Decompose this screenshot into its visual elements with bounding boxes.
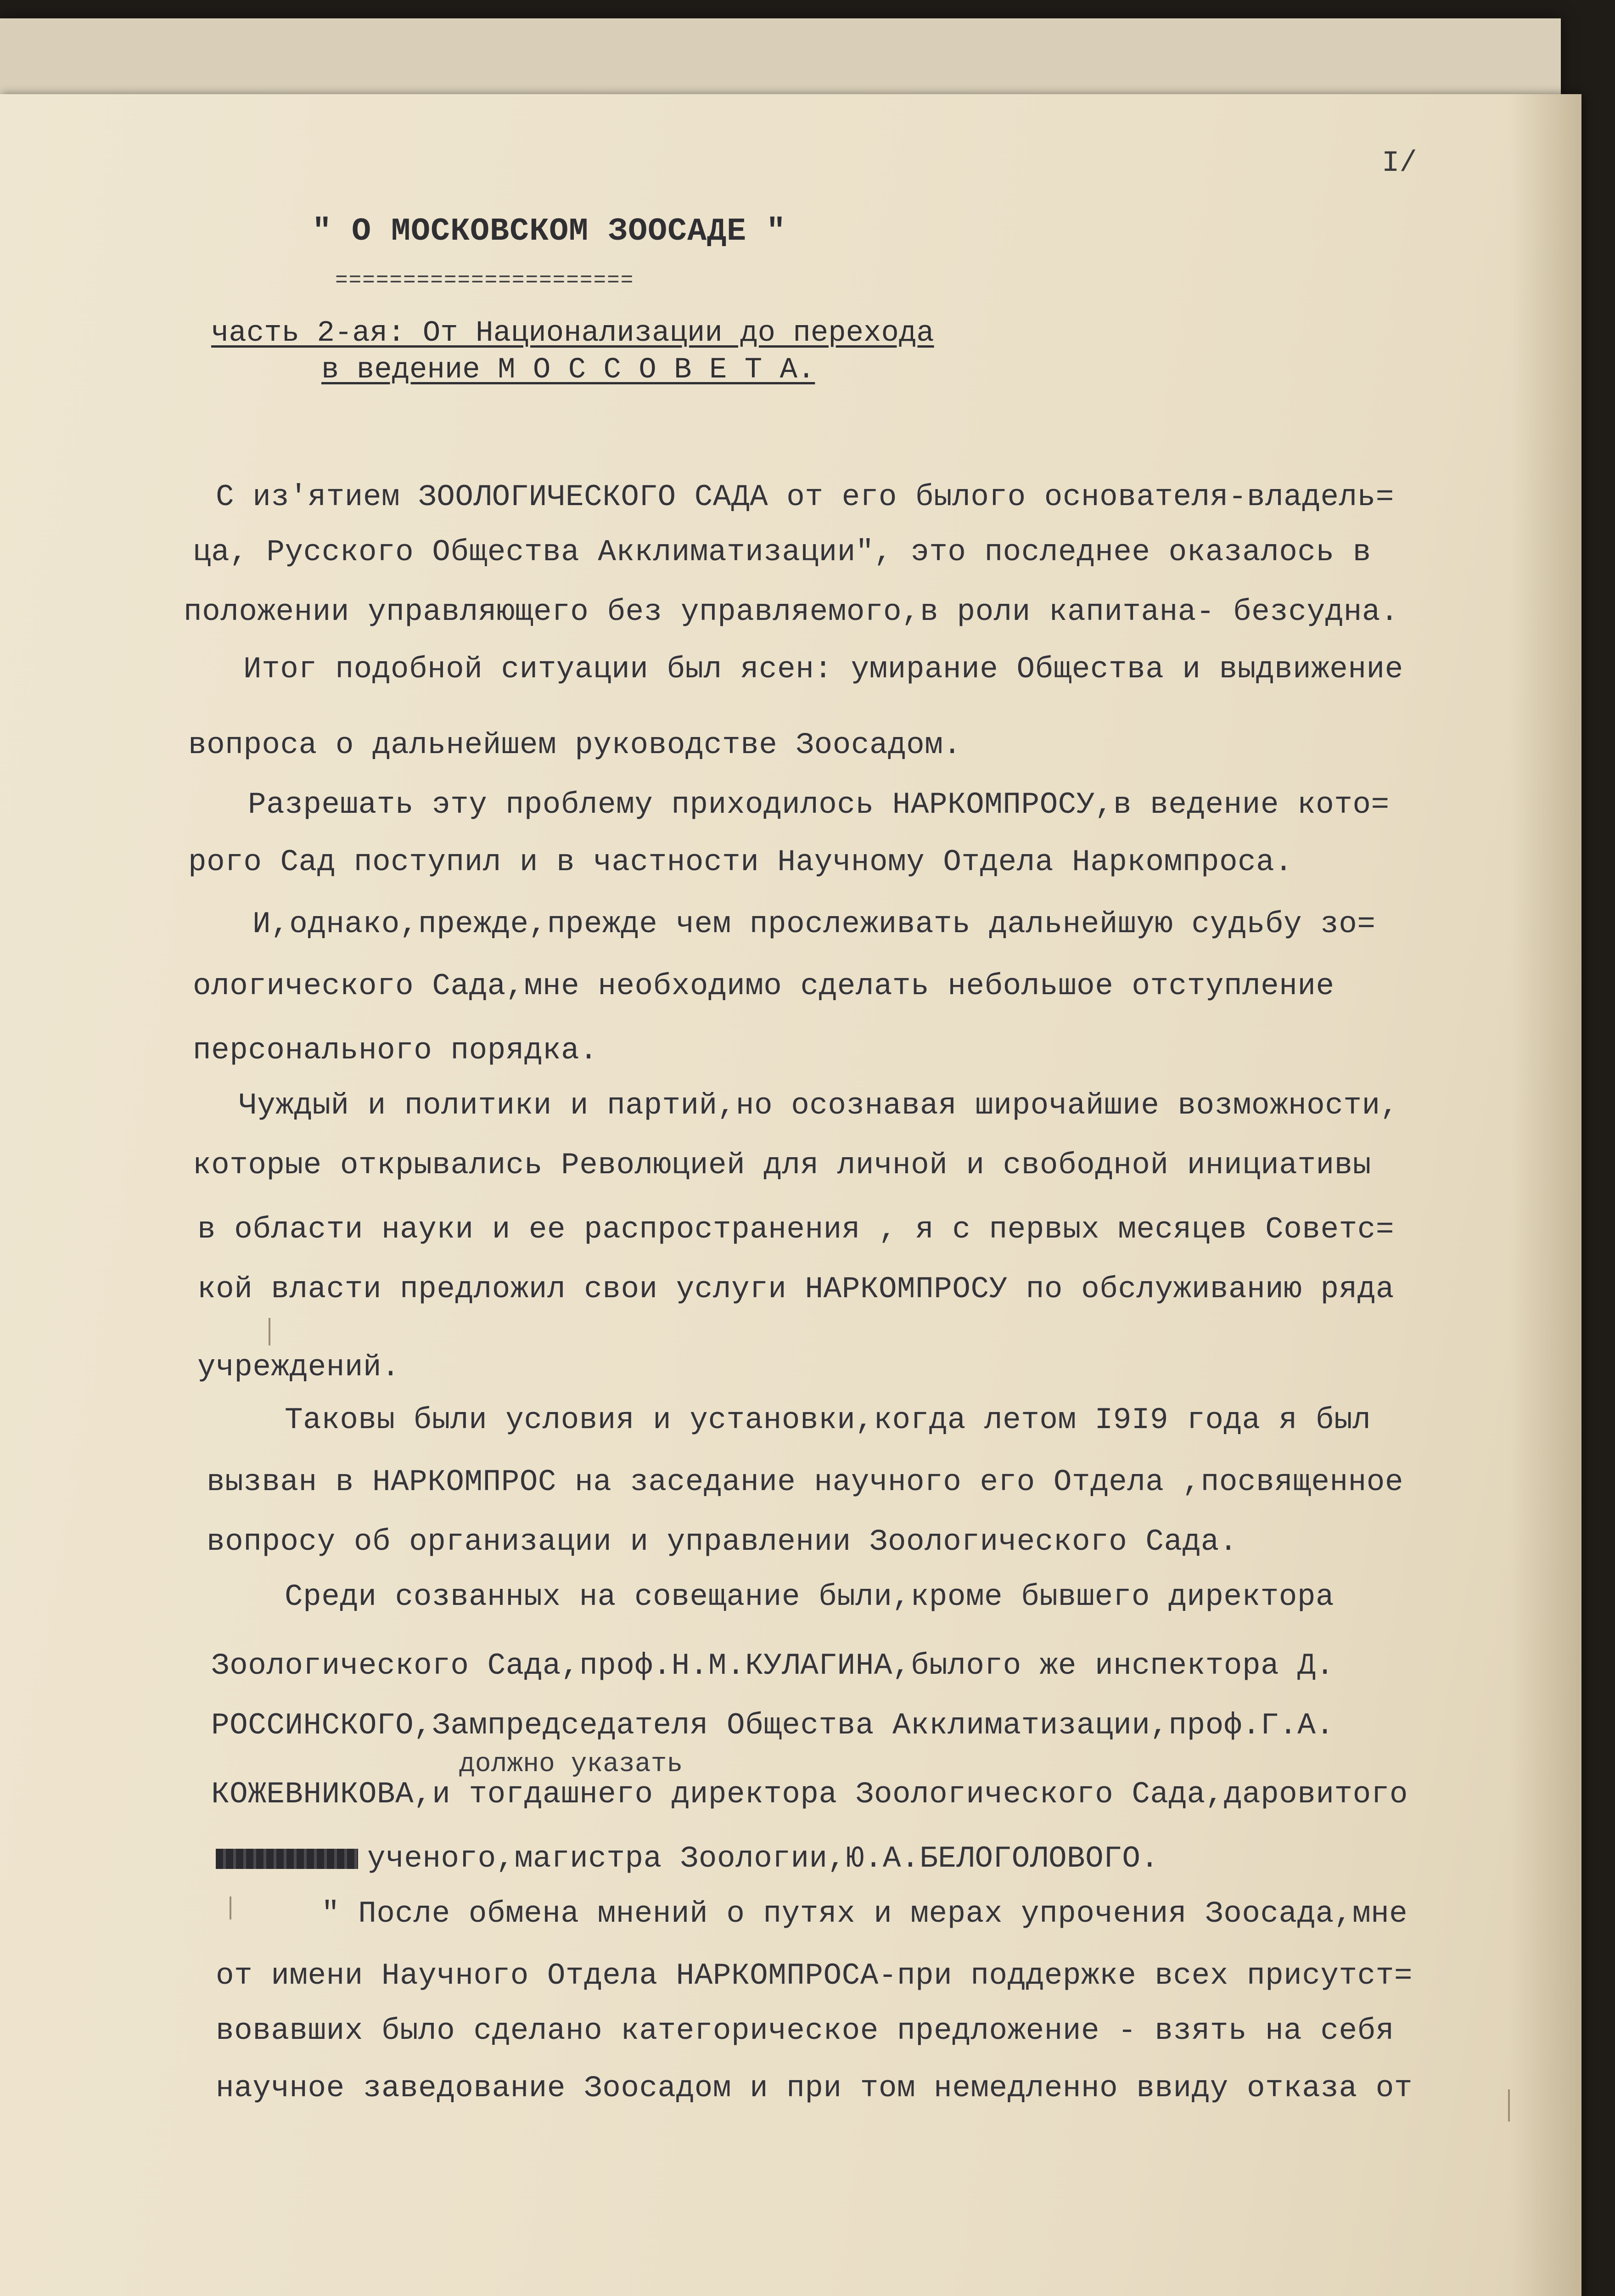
body-line-text: ученого,магистра Зоологии,Ю.А.БЕЛОГОЛОВОГО. — [367, 1841, 1159, 1876]
page-edge-shadow — [1510, 94, 1581, 2296]
body-line: которые открывались Революцией для личной и свободной инициативы — [193, 1148, 1371, 1182]
body-line: вызван в НАРКОМПРОС на заседание научного его Отдела ,посвященное — [207, 1465, 1403, 1499]
body-line: кой власти предложил свои услуги НАРКОМПРОСУ по обслуживанию ряда — [197, 1272, 1394, 1306]
body-line: вопроса о дальнейшем руководстве Зоосадом. — [188, 728, 962, 762]
body-line: Зоологического Сада,проф.Н.М.КУЛАГИНА,былого же инспектора Д. — [211, 1649, 1335, 1683]
body-line: в области науки и ее распространения , я с первых месяцев Советс= — [197, 1212, 1394, 1247]
body-line: вовавших было сделано категорическое предложение - взять на себя — [216, 2014, 1394, 2048]
body-line: ца, Русского Общества Акклиматизации", это последнее оказалось в — [193, 535, 1371, 569]
body-line: учреждений. — [197, 1350, 400, 1384]
body-line: персонального порядка. — [193, 1033, 598, 1068]
body-line: научное заведование Зоосадом и при том немедленно ввиду отказа от — [216, 2071, 1413, 2105]
body-line: РОССИНСКОГО,Зампредседателя Общества Акклиматизации,проф.Г.А. — [211, 1708, 1335, 1743]
body-line: И,однако,прежде,прежде чем прослеживать дальнейшую судьбу зо= — [252, 907, 1376, 941]
body-line: ологического Сада,мне необходимо сделать небольшое отступление — [193, 969, 1335, 1003]
body-line: " После обмена мнений о путях и мерах упрочения Зоосада,мне — [321, 1896, 1408, 1931]
handwritten-insert: должно указать — [459, 1750, 683, 1779]
body-line: от имени Научного Отдела НАРКОМПРОСА-при поддержке всех присутст= — [216, 1958, 1413, 1993]
page-number: I/ — [1382, 147, 1417, 180]
margin-mark — [269, 1318, 270, 1345]
body-line: положении управляющего без управляемого,в роли капитана- безсудна. — [184, 595, 1399, 629]
body-line: Разрешать эту проблему приходилось НАРКОМПРОСУ,в ведение кото= — [248, 788, 1390, 822]
body-line: Чуждый и политики и партий,но осознавая широчайшие возможности, — [239, 1088, 1399, 1123]
body-line: Таковы были условия и установки,когда летом I9I9 года я был — [285, 1403, 1371, 1437]
subtitle-line-2: в ведение М О С С О В Е Т А. — [321, 354, 815, 387]
subtitle-line-1: часть 2-ая: От Национализации до перехода — [211, 317, 934, 350]
body-line: рого Сад поступил и в частности Научному Отдела Наркомпроса. — [188, 845, 1293, 879]
typed-over-deletion — [216, 1849, 358, 1869]
body-line: Среди созванных на совещание были,кроме бывшего директора — [285, 1580, 1335, 1614]
body-line: вопросу об организации и управлении Зоологического Сада. — [207, 1525, 1238, 1559]
title-underline: ====================== — [335, 269, 634, 293]
body-line: Итог подобной ситуации был ясен: умирание Общества и выдвижение — [243, 652, 1403, 687]
body-line: С из'ятием ЗООЛОГИЧЕСКОГО САДА от его былого основателя-владель= — [216, 480, 1394, 514]
body-line — [216, 1841, 1159, 1876]
margin-mark — [1508, 2089, 1510, 2122]
margin-mark — [230, 1896, 231, 1919]
body-line: КОЖЕВНИКОВА,и тогдашнего директора Зоологического Сада,даровитого — [211, 1777, 1408, 1812]
document-title: " О МОСКОВСКОМ ЗООСАДЕ " — [312, 214, 786, 250]
